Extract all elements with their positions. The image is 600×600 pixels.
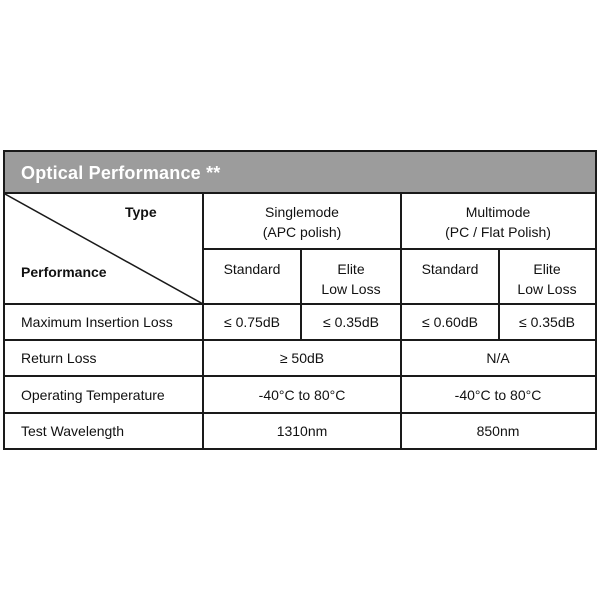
header-performance-label: Performance	[21, 264, 107, 280]
row-label-return-loss: Return Loss	[21, 350, 97, 366]
rule-under-group-headers	[203, 248, 595, 250]
subheader-sm-elite	[301, 249, 401, 304]
header-multimode	[401, 194, 595, 249]
cell-temperature-multimode: -40°C to 80°C	[454, 386, 542, 403]
subheader-mm-standard-label: Standard	[421, 261, 479, 277]
row-label-operating-temperature: Operating Temperature	[21, 386, 165, 403]
rule-after-label-column	[202, 194, 204, 448]
cell-return-loss-multimode: N/A	[486, 350, 510, 366]
subheader-sm-standard-label: Standard	[223, 261, 281, 277]
cell-temperature-singlemode: -40°C to 80°C	[258, 386, 346, 403]
subheader-mm-standard	[401, 249, 499, 304]
subheader-mm-elite-line2: Low Loss	[517, 281, 577, 297]
rule-between-groups	[400, 194, 402, 448]
subheader-mm-elite	[499, 249, 595, 304]
rule-mm-standard-elite	[498, 248, 500, 340]
cell-wavelength-multimode: 850nm	[476, 422, 520, 439]
header-multimode-line2: (PC / Flat Polish)	[445, 223, 551, 240]
header-multimode-line1: Multimode	[465, 203, 531, 220]
row-label-max-insertion-loss: Maximum Insertion Loss	[21, 314, 173, 330]
header-type-label: Type	[125, 204, 157, 220]
subheader-sm-elite-line1: Elite	[337, 261, 365, 277]
header-singlemode	[203, 194, 401, 249]
table-title: Optical Performance **	[5, 152, 595, 194]
subheader-sm-elite-line2: Low Loss	[321, 281, 381, 297]
subheader-sm-standard	[203, 249, 301, 304]
cell-insertion-sm-standard: ≤ 0.75dB	[224, 314, 280, 330]
header-diagonal-line	[5, 194, 203, 304]
rule-row-3	[5, 412, 595, 414]
header-singlemode-line2: (APC polish)	[262, 223, 342, 240]
cell-wavelength-singlemode: 1310nm	[276, 422, 328, 439]
cell-insertion-sm-elite: ≤ 0.35dB	[323, 314, 379, 330]
rule-sm-standard-elite	[300, 248, 302, 340]
cell-insertion-mm-standard: ≤ 0.60dB	[422, 314, 478, 330]
rule-row-2	[5, 375, 595, 377]
subheader-mm-elite-line1: Elite	[533, 261, 561, 277]
row-label-test-wavelength: Test Wavelength	[21, 422, 124, 439]
cell-return-loss-singlemode: ≥ 50dB	[279, 350, 325, 366]
cell-insertion-mm-elite: ≤ 0.35dB	[519, 314, 575, 330]
header-singlemode-line1: Singlemode	[265, 203, 339, 220]
optical-performance-table	[3, 150, 597, 450]
